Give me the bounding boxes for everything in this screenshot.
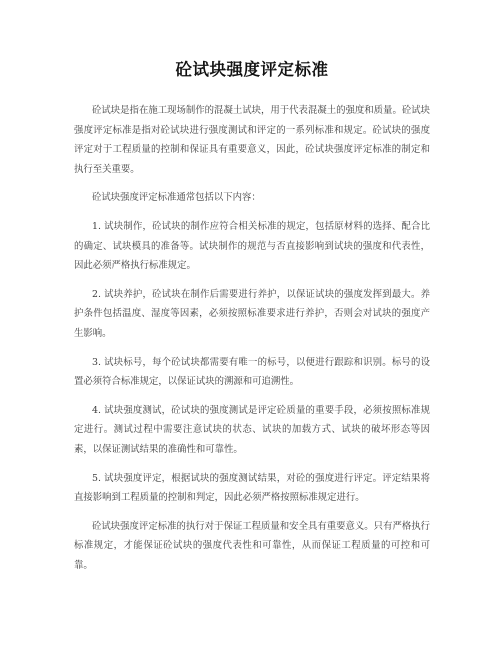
- list-item-1: 1. 试块制作，砼试块的制作应符合相关标准的规定，包括原材料的选择、配合比的确定、试块模具的准备等。试块制作的规范与否直接影响到试块的强度和代表性，因此必须严格执行标准规定。: [74, 220, 430, 272]
- intro-paragraph: 砼试块是指在施工现场制作的混凝土试块，用于代表混凝土的强度和质量。砼试块强度评定标准是指对砼试块进行强度测试和评定的一系列标准和规定。砼试块的强度评定对于工程质量的控制和保证具有重要意义，因此，砼试块强度评定标准的制定和执行至关重要。: [74, 105, 430, 175]
- document-title: 砼试块强度评定标准: [175, 60, 329, 79]
- lead-paragraph: 砼试块强度评定标准通常包括以下内容：: [92, 192, 261, 204]
- list-item-5: 5. 试块强度评定，根据试块的强度测试结果，对砼的强度进行评定。评定结果将直接影响到工程质量的控制和判定，因此必须严格按照标准规定进行。: [74, 472, 430, 504]
- conclusion-paragraph: 砼试块强度评定标准的执行对于保证工程质量和安全具有重要意义。只有严格执行标准规定，才能保证砼试块的强度代表性和可靠性，从而保证工程质量的可控和可靠。: [74, 520, 430, 571]
- list-item-3: 3. 试块标号，每个砼试块都需要有唯一的标号，以便进行跟踪和识别。标号的设置必须符合标准规定，以保证试块的溯源和可追溯性。: [74, 356, 430, 388]
- list-item-2: 2. 试块养护，砼试块在制作后需要进行养护，以保证试块的强度发挥到最大。养护条件包括温度、湿度等因素，必须按照标准要求进行养护，否则会对试块的强度产生影响。: [74, 288, 430, 339]
- list-item-4: 4. 试块强度测试，砼试块的强度测试是评定砼质量的重要手段，必须按照标准规定进行。测试过程中需要注意试块的状态、试块的加载方式、试块的破坏形态等因素，以保证测试结果的准确性和可靠性。: [74, 404, 430, 455]
